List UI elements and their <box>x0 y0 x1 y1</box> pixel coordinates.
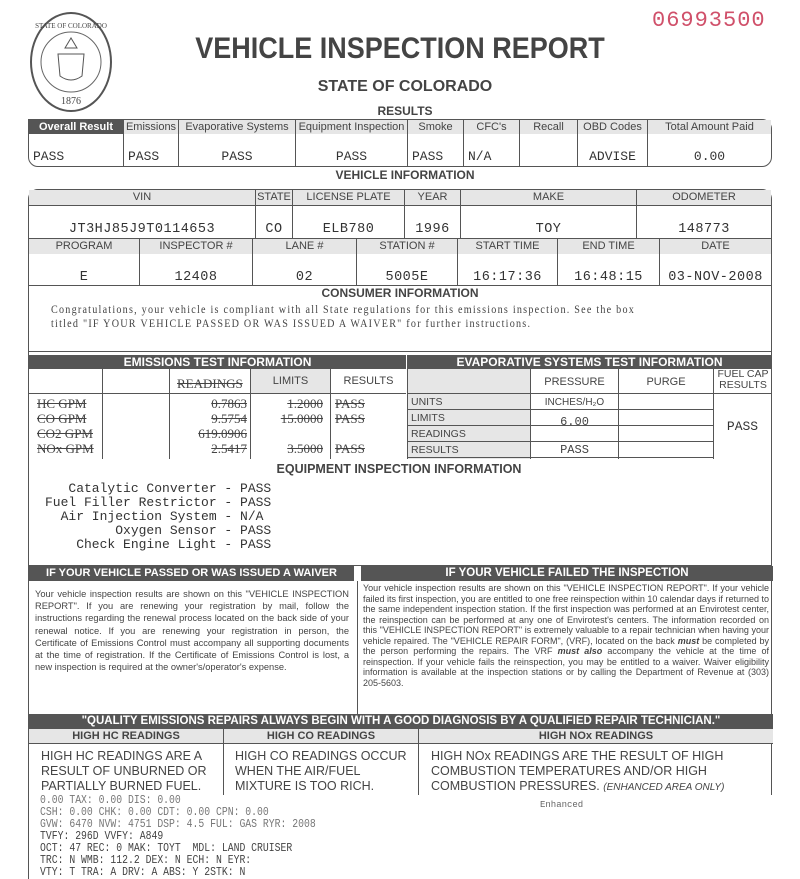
vehicle-col-header: INSPECTOR # <box>140 239 253 254</box>
vehicle-col-header: STATE <box>256 190 293 205</box>
vehicle-col-header: PROGRAM <box>29 239 140 254</box>
evap-table <box>408 369 771 459</box>
results-col-header: Equipment Inspection <box>296 120 408 134</box>
vehicle-value: TOY <box>461 206 637 238</box>
receipt-line: 0.00 TAX: 0.00 DIS: 0.00 <box>40 794 181 807</box>
vehicle-col-header: LICENSE PLATE <box>293 190 405 205</box>
enhanced-stamp: Enhanced <box>540 800 584 810</box>
receipt-line: TVFY: 296D VVFY: A849 <box>40 830 164 843</box>
results-value: N/A <box>464 134 520 167</box>
receipt-line: OCT: 47 REC: 0 MAK: TOYT MDL: LAND CRUISER <box>40 842 293 855</box>
receipt-line: GVW: 6470 NVW: 4751 DSP: 4.5 FUL: GAS RYR: 2008 <box>40 818 316 831</box>
results-value <box>520 134 578 167</box>
results-col-header: CFC's <box>464 120 520 134</box>
receipt-printout <box>40 795 316 879</box>
evap-row-label: RESULTS <box>408 442 713 458</box>
results-col-header: Evaporative Systems <box>179 120 296 134</box>
evap-row-label: READINGS <box>408 426 713 442</box>
fuel-cap-result: PASS <box>726 419 759 434</box>
vehicle-value: 5005E <box>357 254 458 286</box>
results-col-header: Smoke <box>408 120 464 134</box>
vehicle-col-header: DATE <box>660 239 771 254</box>
results-value: ADVISE <box>578 134 648 167</box>
evap-units-value: INCHES/H₂O <box>544 397 605 408</box>
vehicle-col-header: YEAR <box>405 190 461 205</box>
equipment-item: Check Engine Light - PASS <box>45 537 272 552</box>
page-subtitle: STATE OF COLORADO <box>317 78 493 95</box>
limits-header: LIMITS <box>272 375 309 387</box>
emission-limit: 15.0000 <box>280 411 323 426</box>
evap-row-label: UNITS <box>408 394 713 410</box>
emission-limit: 1.2000 <box>287 396 323 411</box>
results-value: PASS <box>296 134 408 167</box>
results-col-header: Emissions <box>124 120 179 134</box>
equipment-item: Catalytic Converter - PASS <box>45 481 272 496</box>
nox-readings-header: HIGH NOx READINGS <box>538 730 654 742</box>
vehicle-col-header: END TIME <box>558 239 660 254</box>
results-value: PASS <box>29 134 124 167</box>
vehicle-value: 03-NOV-2008 <box>668 270 763 285</box>
emission-result: PASS <box>335 441 365 456</box>
failed-header: IF YOUR VEHICLE FAILED THE INSPECTION <box>361 566 773 581</box>
vehicle-value: 1996 <box>405 206 461 238</box>
emissions-table <box>29 369 406 459</box>
vehicle-value: 16:48:15 <box>558 254 660 286</box>
equipment-item: Air Injection System - N/A <box>45 509 264 524</box>
equipment-info-title: EQUIPMENT INSPECTION INFORMATION <box>276 462 522 476</box>
vehicle-value: E <box>29 254 140 286</box>
emissions-row <box>29 426 406 441</box>
evap-test-header: EVAPORATIVE SYSTEMS TEST INFORMATION <box>408 355 771 369</box>
results-value: PASS <box>408 134 464 167</box>
hc-readings-header: HIGH HC READINGS <box>72 730 180 742</box>
emission-limit: 3.5000 <box>287 441 323 456</box>
results-col-header: Total Amount Paid <box>648 120 771 134</box>
results-table <box>28 119 772 167</box>
test-info-section <box>28 352 772 566</box>
colorado-state-seal <box>30 12 112 112</box>
vehicle-value: 148773 <box>678 222 730 237</box>
fuel-cap-header: FUEL CAP RESULTS <box>717 368 769 391</box>
consumer-message-line-2: titled "IF YOUR VEHICLE PASSED OR WAS ISSUED A WAIVER" for further instructions. <box>51 318 532 330</box>
serial-number: 06993500 <box>652 8 766 33</box>
co-readings-header: HIGH CO READINGS <box>266 730 376 742</box>
emission-reading: 9.5754 <box>211 411 247 426</box>
results-header: RESULTS <box>343 375 394 387</box>
failed-instructions: Your vehicle inspection results are shown on this "VEHICLE INSPECTION REPORT". If your vehicle failed its first inspection, you are entitled to one free reinspection within 10 calendar days if returned to the same independent inspection station. If the first inspection was performed at an Envirotest center, the reinspection can be performed at any one of Envirotest's centers. The information recorded on this "VEHICLE INSPECTION REPORT" is extremely valuable to a repair technician when having your vehicle repaired. The "VEHICLE REPAIR FORM", (VRF), located on the back must be completed by the person performing the repairs. The VRF must also accompany the vehicle at the time of reinspection. If your vehicle fails the reinspection, you may be entitled to a waiver. Waiver eligibility information is available at the inspection stations or by calling the Department of Revenue at (303) 205-5603. <box>363 583 769 688</box>
results-col-header: OBD Codes <box>578 120 648 134</box>
quality-banner: "QUALITY EMISSIONS REPAIRS ALWAYS BEGIN WITH A GOOD DIAGNOSIS BY A QUALIFIED REPAIR TECHNICIAN." <box>29 714 773 729</box>
results-value: 0.00 <box>693 149 726 164</box>
emission-name: HC GPM <box>37 396 87 411</box>
seal-text: STATE OF COLORADO <box>35 22 107 30</box>
evap-row-label: LIMITS <box>408 410 713 426</box>
purge-header: PURGE <box>646 376 686 388</box>
emission-name: CO GPM <box>37 411 87 426</box>
vehicle-value: JT3HJ85J9T0114653 <box>29 206 256 238</box>
pressure-header: PRESSURE <box>544 376 605 388</box>
receipt-line: TRC: N WMB: 112.2 DEX: N ECH: N EYR: <box>40 854 252 867</box>
vehicle-col-header: START TIME <box>458 239 558 254</box>
results-col-header: Recall <box>520 120 578 134</box>
vehicle-col-header: MAKE <box>461 190 637 205</box>
repair-tips-section <box>28 714 772 795</box>
vehicle-value: 12408 <box>140 254 253 286</box>
passed-instructions: Your vehicle inspection results are shown on this "VEHICLE INSPECTION REPORT". If you are renewing your registration by mail, follow the instructions regarding the renewal process located on the back side of your renewal notice. If you are renewing your registration in person, the Certificate of Emissions Control must accompany all supporting documents at the time of registration. If the Certificate of Emissions Control is lost, a new inspection is required at the owner's/operator's expense. <box>35 589 349 673</box>
emissions-row <box>29 411 406 426</box>
seal-year: 1876 <box>61 96 81 107</box>
readings-header: READINGS <box>177 376 243 391</box>
emission-reading: 619.0906 <box>198 426 247 441</box>
equipment-item: Fuel Filler Restrictor - PASS <box>45 495 272 510</box>
emission-result: PASS <box>335 396 365 411</box>
passed-header: IF YOUR VEHICLE PASSED OR WAS ISSUED A WAIVER <box>29 566 354 581</box>
emission-result: PASS <box>335 411 365 426</box>
results-col-header: Overall Result <box>29 120 124 134</box>
evap-limits-value: 6.00 <box>560 415 589 429</box>
results-value: PASS <box>124 134 179 167</box>
instructions-section <box>28 566 772 714</box>
emission-reading: 2.5417 <box>211 441 247 456</box>
consumer-info-title: CONSUMER INFORMATION <box>321 286 479 300</box>
vehicle-col-header: ODOMETER <box>637 190 771 205</box>
vehicle-info-table <box>28 189 772 286</box>
consumer-message-line-1: Congratulations, your vehicle is compliant with all State regulations for this emissions inspection. See the box <box>51 304 636 316</box>
vehicle-col-header: LANE # <box>253 239 357 254</box>
emissions-row <box>29 396 406 411</box>
emission-name: NOx GPM <box>37 441 94 456</box>
co-readings-text: HIGH CO READINGS OCCUR WHEN THE AIR/FUEL MIXTURE IS TOO RICH. <box>235 749 407 793</box>
vehicle-value: 16:17:36 <box>458 254 558 286</box>
vehicle-col-header: STATION # <box>357 239 458 254</box>
equipment-item: Oxygen Sensor - PASS <box>45 523 272 538</box>
vehicle-value: CO <box>256 206 293 238</box>
hc-readings-text: HIGH HC READINGS ARE A RESULT OF UNBURNED OR PARTIALLY BURNED FUEL. <box>41 749 207 793</box>
vehicle-col-header: VIN <box>29 190 256 205</box>
evap-results-value: PASS <box>560 443 589 457</box>
consumer-info-box <box>28 286 772 352</box>
emissions-row <box>29 441 406 456</box>
receipt-line: VTY: T TRA: A DRV: A ABS: Y 2STK: N <box>40 866 246 879</box>
vehicle-value: ELB780 <box>293 206 405 238</box>
results-value: PASS <box>179 134 296 167</box>
emission-name: CO2 GPM <box>37 426 93 441</box>
receipt-line: CSH: 0.00 CHK: 0.00 CDT: 0.00 CPN: 0.00 <box>40 806 269 819</box>
vehicle-value: 02 <box>253 254 357 286</box>
emission-reading: 0.7863 <box>211 396 247 411</box>
results-title: RESULTS <box>377 104 433 118</box>
nox-readings-text: HIGH NOx READINGS ARE THE RESULT OF HIGH COMBUSTION TEMPERATURES AND/OR HIGH COMBUSTION PRESSURES. (ENHANCED AREA ONLY) <box>431 749 725 793</box>
vehicle-info-title: VEHICLE INFORMATION <box>335 168 475 182</box>
emissions-test-header: EMISSIONS TEST INFORMATION <box>29 355 406 369</box>
page-title: VEHICLE INSPECTION REPORT <box>195 32 605 65</box>
